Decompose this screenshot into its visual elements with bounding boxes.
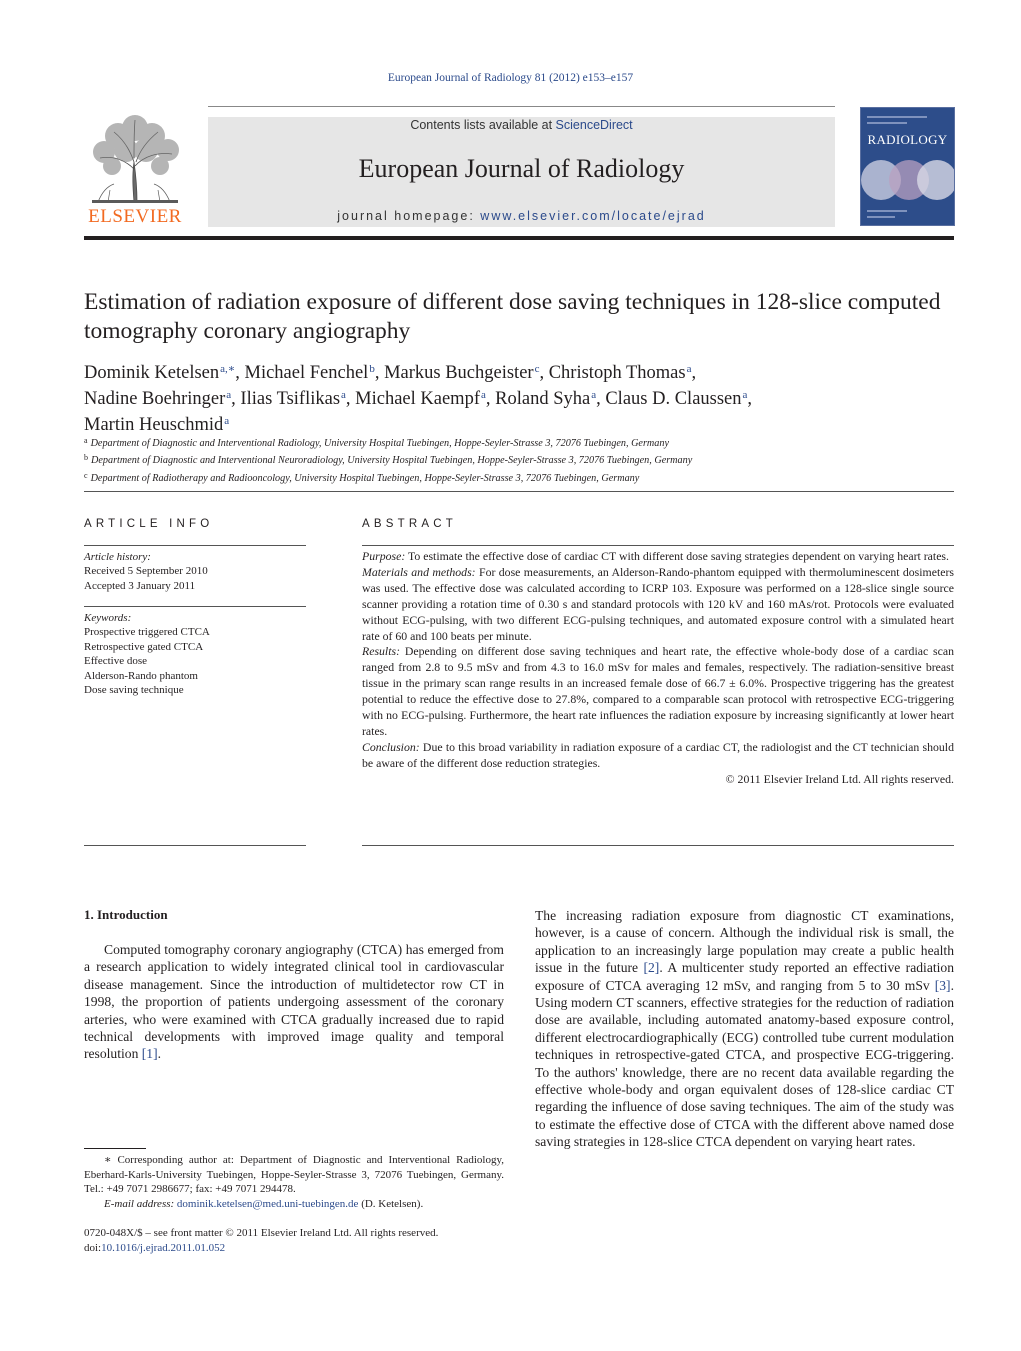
reference-link[interactable]: [1] [141, 1046, 158, 1062]
abstract-results: Results: Depending on different dose saving techniques and heart rate, the effective whole-body dose of a cardiac scan ranged from 2.8 to 9.5 mSv and from 4.3 to 16.0 mSv for males and females, respectively. The radiation-sensitive breast tissue in the primary scan range results in an increased female dose of 66.7 ± 6.0%. Prospective triggering has the greatest potential to reduce the effective dose to 27.8%, compared to a comparable scan protocol with retrospective ECG-triggering with no ECG-pulsing. Furthermore, the heart rate influences the radiation exposure by increasing significantly at lower heart rates. [362, 644, 954, 738]
journal-cover-thumbnail[interactable] [860, 107, 955, 226]
reference-link[interactable]: [2] [643, 960, 660, 976]
journal-masthead [208, 117, 835, 227]
keyword: Prospective triggered CTCA [84, 626, 210, 639]
keyword: Dose saving technique [84, 684, 184, 697]
corresponding-author: ∗ Corresponding author at: Department of Diagnostic and Interventional Radiology, Eberhard-Karls-University Tuebingen, Hoppe-Seyler-Strasse 3, 72076 Tuebingen, Germany. Tel.: +49 7071 2986677; fax: +49 7071 294478. [84, 1154, 504, 1195]
elsevier-wordmark: ELSEVIER [88, 206, 182, 227]
journal-title: European Journal of Radiology [358, 154, 685, 183]
abstract-copyright: © 2011 Elsevier Ireland Ltd. All rights reserved. [725, 771, 954, 786]
author: Michael Kaempf$^a$, [355, 389, 496, 409]
author-list [84, 358, 964, 436]
abstract-purpose: Purpose: To estimate the effective dose of cardiac CT with different dose saving strategies dependent on varying heart rates. [362, 549, 949, 563]
intro-paragraph-1: Computed tomography coronary angiography (CTCA) has emerged from a research application to widely integrated clinical tool in cardiovascular disease management. Since the introduction of multidetector row CT in 1998, the proportion of patients undergoing assessment of the coronary arteries, who were examined with CTCA gradually increased due to rapid technical developments with improved image quality and temporal resolution [1]. [84, 942, 504, 1062]
abstract-conclusion: Conclusion: Due to this broad variability in radiation exposure of a cardiac CT, the radiologist and the CT technician should be aware of the different dose reduction strategies. [362, 739, 954, 770]
author: Markus Buchgeister$^c$, [384, 363, 549, 383]
author: Michael Fenchel$^b$, [244, 363, 385, 383]
contents-line [208, 118, 835, 132]
affiliation-rule [84, 491, 954, 492]
header-thick-rule [84, 236, 954, 240]
header-top-rule [208, 106, 835, 107]
author: Roland Syha$^a$, [495, 389, 606, 409]
received-date: Received 5 September 2010 [84, 565, 208, 578]
doi-link[interactable]: 10.1016/j.ejrad.2011.01.052 [101, 1241, 226, 1254]
accepted-date: Accepted 3 January 2011 [84, 579, 196, 592]
front-matter [84, 1226, 504, 1255]
footnote-rule [84, 1148, 146, 1149]
journal-homepage [208, 209, 835, 223]
author: Ilias Tsiflikas$^a$, [240, 389, 356, 409]
corresponding-author-footnote [84, 1153, 504, 1211]
abstract-rule [362, 545, 954, 546]
keyword: Effective dose [84, 655, 148, 668]
abstract-heading: ABSTRACT [362, 518, 457, 530]
article-title: Estimation of radiation exposure of different dose saving techniques in 128-slice computed tomography coronary angiography [84, 289, 941, 344]
cover-title: RADIOLOGY [867, 132, 948, 147]
section-heading-introduction: 1. Introduction [84, 907, 168, 922]
doi-line: doi:10.1016/j.ejrad.2011.01.052 [84, 1241, 226, 1254]
author: Dominik Ketelsen$^{a,∗}$, [84, 363, 245, 383]
homepage-prefix: journal homepage: [337, 209, 481, 223]
info-bottom-rule [84, 845, 306, 846]
history-label: Article history: [84, 551, 151, 563]
email-line: E-mail address: dominik.ketelsen@med.uni-tuebingen.de (D. Ketelsen). [104, 1197, 424, 1210]
cover-decor-line [867, 116, 927, 118]
keyword: Retrospective gated CTCA [84, 640, 204, 653]
affiliation: $^b$ Department of Diagnostic and Interventional Neuroradiology, University Hospital Tuebingen, Hoppe-Seyler-Strasse 3, 72076 Tuebingen, Germany [84, 453, 693, 467]
homepage-link[interactable]: www.elsevier.com/locate/ejrad [480, 209, 706, 223]
keywords [84, 611, 306, 697]
issn-line: 0720-048X/$ – see front matter © 2011 Elsevier Ireland Ltd. All rights reserved. [84, 1227, 439, 1239]
affiliation: $^c$ Department of Radiotherapy and Radiooncology, University Hospital Tuebingen, Hoppe-Seyler-Strasse 3, 72076 Tuebingen, Germany [84, 470, 640, 484]
info-rule [84, 606, 306, 607]
reference-link[interactable]: [3] [934, 977, 951, 993]
author: Nadine Boehringer$^a$, [84, 389, 241, 409]
article-history [84, 550, 306, 593]
affiliations [84, 434, 964, 486]
cover-circles-icon [861, 152, 955, 226]
keywords-label: Keywords: [84, 612, 132, 624]
author: Martin Heuschmid$^a$ [84, 415, 230, 435]
cover-decor-line [867, 122, 907, 124]
abstract-methods: Materials and methods: For dose measurements, an Alderson-Rando-phantom equipped with thermoluminescent dosimeters was used. The effective dose was calculated according to ICRP 103. Exposure was performed on a 128-slice single source scanner providing a rotation time of 0.30 s and standard protocols with 120 kV and 160 mAs/rot. Protocols were evaluated without ECG-pulsing, with two different ECG-pulsing techniques, and automated exposure control with a simulated heart rate of 60 and 100 beats per minute. [362, 564, 954, 643]
email-link[interactable]: dominik.ketelsen@med.uni-tuebingen.de [176, 1197, 359, 1210]
article-info-heading: ARTICLE INFO [84, 518, 214, 530]
abstract-body [362, 549, 954, 788]
info-rule [84, 545, 306, 546]
contents-prefix: Contents lists available at [410, 118, 556, 132]
author: Claus D. Claussen$^a$, [605, 389, 753, 409]
intro-paragraph-2: The increasing radiation exposure from diagnostic CT examinations, however, is a cause of concern. Although the individual risk is small, the application to an increasingly large population may create a public health issue in the future [2]. A multicenter study reported an effective radiation exposure of CTCA averaging 12 mSv, and ranging from 5 to 30 mSv [3]. Using modern CT scanners, effective strategies for the reduction of radiation dose are available, including automated anatomy-based exposure control, different electrocardiographically (ECG) controlled tube current modulation techniques in retrospective-gated CTCA, and prospective ECG-triggering. To the authors' knowledge, there are no recent data available regarding the effective whole-body and organ equivalent doses of 128-slice cardiac CT regarding the influence of dose saving techniques. The aim of the study was to estimate the effective dose of CTCA with the different above named dose saving strategies in 128-slice CTCA dependent on varying heart rates. [535, 908, 954, 1150]
affiliation: $^a$ Department of Diagnostic and Interventional Radiology, University Hospital Tuebingen, Hoppe-Seyler-Strasse 3, 72076 Tuebingen, Germany [84, 436, 669, 449]
keyword: Alderson-Rando phantom [84, 669, 198, 682]
journal-citation[interactable]: European Journal of Radiology 81 (2012) e153–e157 [387, 72, 634, 84]
author: Christoph Thomas$^a$, [548, 363, 697, 383]
abstract-bottom-rule [362, 845, 954, 846]
sciencedirect-link[interactable]: ScienceDirect [555, 118, 633, 132]
